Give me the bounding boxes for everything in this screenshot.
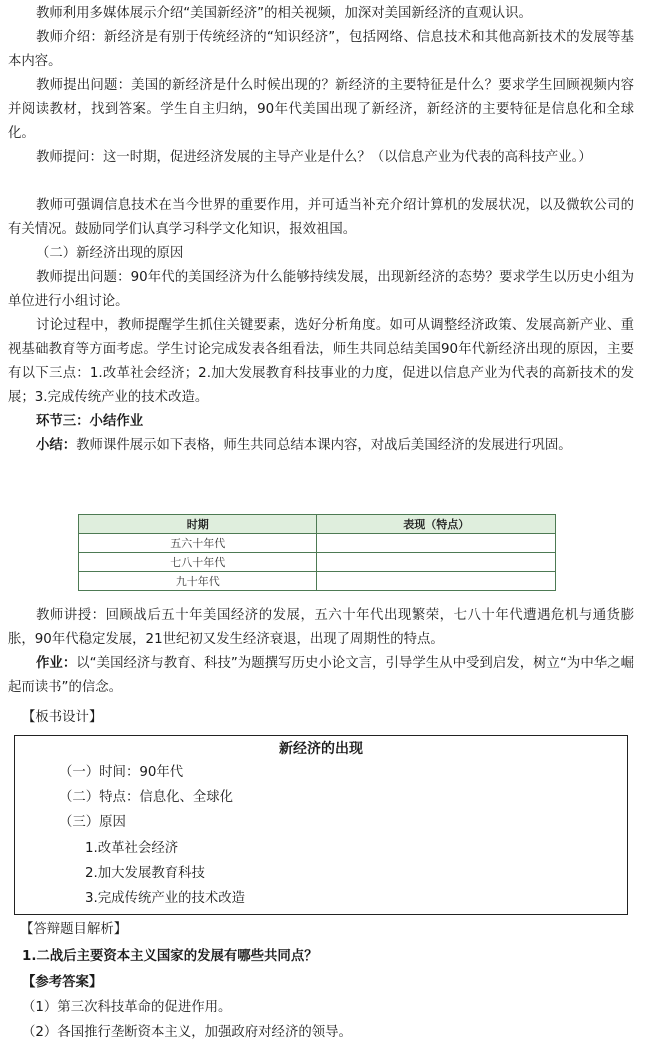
homework-text: 以“美国经济与教育、科技”为题撰写历史小论文言，引导学生从中受到启发，树立“为中华之崛起而读书”的信念。 xyxy=(8,656,634,695)
board-design-heading: 【板书设计】 xyxy=(22,710,103,725)
table-cell: 五六十年代 xyxy=(79,534,317,553)
answer-heading: 【答辩题目解析】 xyxy=(20,922,128,937)
board-item: 2.加大发展教育科技 xyxy=(85,866,205,881)
board-design-box xyxy=(14,735,628,915)
paragraph-video: 教师利用多媒体展示介绍“美国新经济”的相关视频，加深对美国新经济的直观认识。 xyxy=(36,6,532,21)
section-heading-causes: （二）新经济出现的原因 xyxy=(36,246,184,261)
paragraph-intro: 教师介绍：新经济是有别于传统经济的“知识经济”，包括网络、信息技术和其他高新技术的发展等基本内容。 xyxy=(8,30,634,69)
paragraph-discussion: 讨论过程中，教师提醒学生抓住关键要素，选好分析角度。如可从调整经济政策、发展高新产业、重视基础教育等方面考虑。学生讨论完成发表各组看法，师生共同总结美国90年代新经济出现的原因，主要有以下三点：1.改革社会经济；2.加大发展教育科技事业的力度，促进以信息产业为代表的高新技术的发展；3.完成传统产业的技术改造。 xyxy=(8,318,634,405)
paragraph-homework xyxy=(8,652,634,700)
table-cell xyxy=(317,553,556,572)
paragraph-discussion-question: 教师提出问题：90年代的美国经济为什么能够持续发展，出现新经济的态势？要求学生以历史小组为单位进行小组讨论。 xyxy=(8,270,634,309)
summary-table xyxy=(78,514,556,591)
board-title: 新经济的出现 xyxy=(279,741,363,757)
table-header-period: 时期 xyxy=(79,515,317,534)
board-item: （二）特点：信息化、全球化 xyxy=(59,790,234,805)
paragraph-summary xyxy=(8,434,634,458)
reference-heading: 【参考答案】 xyxy=(22,975,103,990)
table-cell xyxy=(317,534,556,553)
summary-label: 小结： xyxy=(36,438,77,453)
table-row xyxy=(79,534,556,553)
answer-item: （2）各国推行垄断资本主义，加强政府对经济的领导。 xyxy=(22,1025,352,1040)
table-cell xyxy=(317,572,556,591)
paragraph-emphasis: 教师可强调信息技术在当今世界的重要作用，并可适当补充介绍计算机的发展状况，以及微软公司的有关情况。鼓励同学们认真学习科学文化知识，报效祖国。 xyxy=(8,198,634,237)
board-item: 1.改革社会经济 xyxy=(85,841,179,856)
section-heading-summary: 环节三：小结作业 xyxy=(36,414,144,429)
table-row xyxy=(79,572,556,591)
answer-item: （1）第三次科技革命的促进作用。 xyxy=(22,1000,232,1015)
table-header-row xyxy=(79,515,556,534)
board-item: （三）原因 xyxy=(59,815,126,830)
question-text: 1.二战后主要资本主义国家的发展有哪些共同点？ xyxy=(22,949,318,964)
paragraph-question-1: 教师提出问题：美国的新经济是什么时候出现的？新经济的主要特征是什么？要求学生回顾视频内容并阅读教材，找到答案。学生自主归纳，90年代美国出现了新经济，新经济的主要特征是信息化和全球化。 xyxy=(8,78,634,141)
homework-label: 作业： xyxy=(36,656,77,671)
paragraph-question-2: 教师提问：这一时期，促进经济发展的主导产业是什么？（以信息产业为代表的高科技产业。） xyxy=(36,150,592,165)
board-item: 3.完成传统产业的技术改造 xyxy=(85,891,246,906)
table-cell: 九十年代 xyxy=(79,572,317,591)
board-item: （一）时间：90年代 xyxy=(59,765,184,780)
summary-text: 教师课件展示如下表格，师生共同总结本课内容，对战后美国经济的发展进行巩固。 xyxy=(76,438,572,453)
table-header-feature: 表现（特点） xyxy=(317,515,556,534)
paragraph-lecture: 教师讲授：回顾战后五十年美国经济的发展，五六十年代出现繁荣，七八十年代遭遇危机与通货膨胀，90年代稳定发展，21世纪初又发生经济衰退，出现了周期性的特点。 xyxy=(8,608,634,647)
table-row xyxy=(79,553,556,572)
table-cell: 七八十年代 xyxy=(79,553,317,572)
